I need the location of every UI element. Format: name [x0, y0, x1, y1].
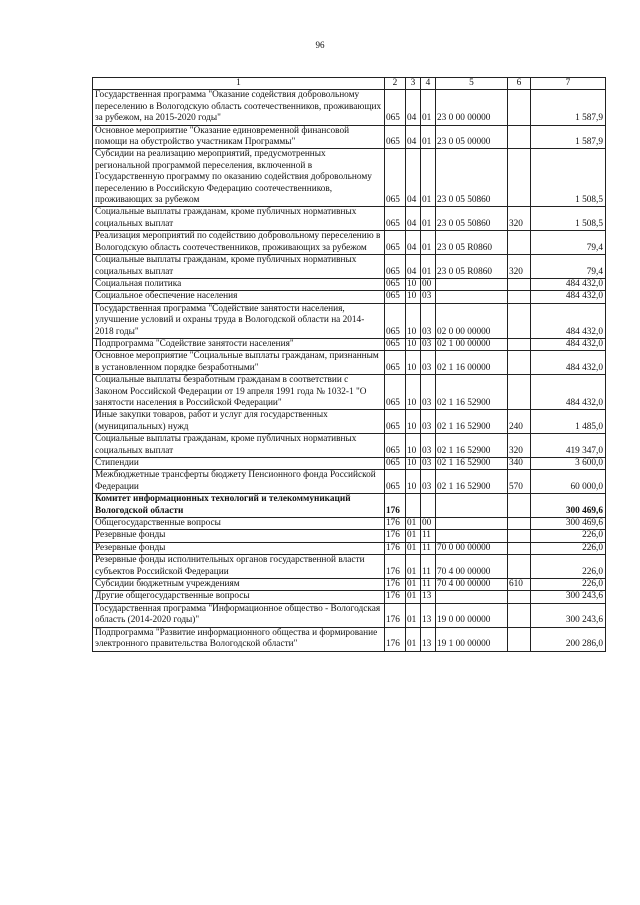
row-section-cell: 01: [406, 542, 421, 554]
row-expense-type-cell: [508, 542, 531, 554]
table-row: [93, 338, 606, 350]
row-target-article-cell: 02 1 16 52900: [436, 375, 508, 410]
row-name-cell: Социальные выплаты гражданам, кроме публичных нормативных социальных выплат: [93, 207, 385, 231]
row-section-cell: 04: [406, 231, 421, 255]
row-section-cell: 10: [406, 278, 421, 290]
row-subsection-cell: 01: [421, 90, 436, 125]
row-expense-type-cell: [508, 518, 531, 530]
row-subsection-cell: 11: [421, 542, 436, 554]
row-name-cell: Социальные выплаты безработным гражданам в соответствии с Законом Российской Федерации от 19 апреля 1991 года № 1032-1 "О занятости населения в Российской Федерации": [93, 375, 385, 410]
row-admin-code-cell: 065: [385, 231, 406, 255]
row-admin-code-cell: 176: [385, 591, 406, 603]
row-target-article-cell: [436, 518, 508, 530]
row-amount-cell: 60 000,0: [531, 470, 606, 494]
row-expense-type-cell: [508, 351, 531, 375]
table-row: [93, 518, 606, 530]
row-subsection-cell: [421, 494, 436, 518]
row-target-article-cell: 23 0 05 50860: [436, 149, 508, 207]
row-admin-code-cell: 065: [385, 458, 406, 470]
table-row: [93, 375, 606, 410]
row-section-cell: [406, 494, 421, 518]
row-section-cell: 01: [406, 591, 421, 603]
row-expense-type-cell: 320: [508, 434, 531, 458]
row-subsection-cell: 11: [421, 530, 436, 542]
row-admin-code-cell: 065: [385, 351, 406, 375]
table-row: [93, 603, 606, 627]
row-amount-cell: 484 432,0: [531, 278, 606, 290]
row-name-cell: Государственная программа "Информационное общество - Вологодская область (2014-2020 годы)": [93, 603, 385, 627]
row-admin-code-cell: 176: [385, 494, 406, 518]
row-section-cell: 01: [406, 555, 421, 579]
row-name-cell: Основное мероприятие "Социальные выплаты гражданам, признанным в установленном порядке безработными": [93, 351, 385, 375]
row-target-article-cell: 23 0 05 R0860: [436, 255, 508, 279]
row-target-article-cell: [436, 278, 508, 290]
table-row: [93, 470, 606, 494]
row-subsection-cell: 03: [421, 351, 436, 375]
table-row: [93, 149, 606, 207]
table-row: [93, 542, 606, 554]
row-subsection-cell: 13: [421, 603, 436, 627]
row-amount-cell: 484 432,0: [531, 351, 606, 375]
row-target-article-cell: 02 1 16 52900: [436, 470, 508, 494]
row-section-cell: 01: [406, 579, 421, 591]
row-admin-code-cell: 065: [385, 470, 406, 494]
row-expense-type-cell: [508, 149, 531, 207]
table-row: [93, 90, 606, 125]
row-admin-code-cell: 176: [385, 603, 406, 627]
row-admin-code-cell: 065: [385, 291, 406, 303]
row-subsection-cell: 03: [421, 458, 436, 470]
row-admin-code-cell: 065: [385, 125, 406, 149]
row-amount-cell: 79,4: [531, 231, 606, 255]
row-admin-code-cell: 065: [385, 303, 406, 338]
row-expense-type-cell: [508, 291, 531, 303]
row-subsection-cell: 01: [421, 207, 436, 231]
row-amount-cell: 226,0: [531, 555, 606, 579]
table-row: [93, 410, 606, 434]
row-name-cell: Социальные выплаты гражданам, кроме публичных нормативных социальных выплат: [93, 255, 385, 279]
row-amount-cell: 300 243,6: [531, 603, 606, 627]
row-target-article-cell: 23 0 05 00000: [436, 125, 508, 149]
row-subsection-cell: 00: [421, 518, 436, 530]
table-row: [93, 458, 606, 470]
row-amount-cell: 1 587,9: [531, 125, 606, 149]
row-section-cell: 04: [406, 207, 421, 231]
row-name-cell: Комитет информационных технологий и телекоммуникаций Вологодской области: [93, 494, 385, 518]
row-subsection-cell: 13: [421, 627, 436, 651]
header-cell: 2: [385, 78, 406, 90]
row-amount-cell: 1 508,5: [531, 207, 606, 231]
row-name-cell: Государственная программа "Содействие занятости населения, улучшение условий и охраны труда в Вологодской области на 2014-2018 годы": [93, 303, 385, 338]
row-target-article-cell: 02 1 00 00000: [436, 338, 508, 350]
row-admin-code-cell: 176: [385, 579, 406, 591]
table-row: [93, 278, 606, 290]
row-target-article-cell: 19 1 00 00000: [436, 627, 508, 651]
table-row: [93, 351, 606, 375]
row-subsection-cell: 03: [421, 410, 436, 434]
row-target-article-cell: [436, 591, 508, 603]
row-amount-cell: 419 347,0: [531, 434, 606, 458]
row-target-article-cell: 70 4 00 00000: [436, 579, 508, 591]
row-name-cell: Субсидии на реализацию мероприятий, предусмотренных региональной программой переселения, включенной в Государственную программу по оказанию содействия добровольному переселению в Российскую Федерацию соотечественников, проживающих за рубежом: [93, 149, 385, 207]
row-admin-code-cell: 176: [385, 518, 406, 530]
row-amount-cell: 484 432,0: [531, 338, 606, 350]
row-admin-code-cell: 065: [385, 207, 406, 231]
row-section-cell: 04: [406, 125, 421, 149]
row-admin-code-cell: 176: [385, 530, 406, 542]
table-row: [93, 231, 606, 255]
row-section-cell: 01: [406, 530, 421, 542]
row-admin-code-cell: 065: [385, 149, 406, 207]
table-row: [93, 591, 606, 603]
table-row: [93, 255, 606, 279]
row-amount-cell: 300 243,6: [531, 591, 606, 603]
header-cell: 6: [508, 78, 531, 90]
row-target-article-cell: 02 1 16 52900: [436, 458, 508, 470]
row-expense-type-cell: [508, 338, 531, 350]
row-admin-code-cell: 176: [385, 542, 406, 554]
row-expense-type-cell: 570: [508, 470, 531, 494]
table-row: [93, 291, 606, 303]
table-row: [93, 125, 606, 149]
row-name-cell: Резервные фонды: [93, 530, 385, 542]
row-name-cell: Основное мероприятие "Оказание единовременной финансовой помощи на обустройство участникам Программы": [93, 125, 385, 149]
row-expense-type-cell: [508, 90, 531, 125]
row-expense-type-cell: [508, 627, 531, 651]
row-target-article-cell: [436, 530, 508, 542]
table-header-row: [93, 78, 606, 90]
row-section-cell: 10: [406, 375, 421, 410]
row-section-cell: 01: [406, 627, 421, 651]
row-amount-cell: 1 587,9: [531, 90, 606, 125]
row-subsection-cell: 00: [421, 278, 436, 290]
header-cell: 4: [421, 78, 436, 90]
row-target-article-cell: 02 1 16 52900: [436, 410, 508, 434]
row-expense-type-cell: [508, 375, 531, 410]
row-section-cell: 10: [406, 351, 421, 375]
table-row: [93, 555, 606, 579]
row-name-cell: Социальные выплаты гражданам, кроме публичных нормативных социальных выплат: [93, 434, 385, 458]
row-target-article-cell: 23 0 05 R0860: [436, 231, 508, 255]
row-subsection-cell: 11: [421, 579, 436, 591]
row-amount-cell: 484 432,0: [531, 303, 606, 338]
table-row: [93, 207, 606, 231]
row-admin-code-cell: 065: [385, 255, 406, 279]
row-name-cell: Общегосударственные вопросы: [93, 518, 385, 530]
row-name-cell: Субсидии бюджетным учреждениям: [93, 579, 385, 591]
row-name-cell: Резервные фонды: [93, 542, 385, 554]
row-admin-code-cell: 065: [385, 278, 406, 290]
row-target-article-cell: 02 1 16 52900: [436, 434, 508, 458]
row-amount-cell: 1 485,0: [531, 410, 606, 434]
row-subsection-cell: 01: [421, 149, 436, 207]
row-amount-cell: 300 469,6: [531, 494, 606, 518]
header-cell: 3: [406, 78, 421, 90]
row-expense-type-cell: [508, 555, 531, 579]
row-subsection-cell: 03: [421, 338, 436, 350]
row-expense-type-cell: 610: [508, 579, 531, 591]
row-subsection-cell: 01: [421, 255, 436, 279]
row-name-cell: Реализация мероприятий по содействию добровольному переселению в Вологодскую область соотечественников, проживающих за рубежом: [93, 231, 385, 255]
row-subsection-cell: 03: [421, 434, 436, 458]
row-subsection-cell: 03: [421, 291, 436, 303]
row-name-cell: Подпрограмма "Развитие информационного общества и формирование электронного правительства Вологодской области": [93, 627, 385, 651]
table-row: [93, 579, 606, 591]
row-name-cell: Государственная программа "Оказание содействия добровольному переселению в Вологодскую область соотечественников, проживающих за рубежом, на 2015-2020 годы": [93, 90, 385, 125]
row-target-article-cell: 19 0 00 00000: [436, 603, 508, 627]
row-subsection-cell: 01: [421, 231, 436, 255]
row-section-cell: 04: [406, 90, 421, 125]
row-admin-code-cell: 065: [385, 90, 406, 125]
table-row: [93, 530, 606, 542]
row-target-article-cell: [436, 291, 508, 303]
row-target-article-cell: [436, 494, 508, 518]
row-section-cell: 01: [406, 603, 421, 627]
row-section-cell: 10: [406, 303, 421, 338]
row-section-cell: 04: [406, 149, 421, 207]
row-subsection-cell: 03: [421, 470, 436, 494]
header-cell: 5: [436, 78, 508, 90]
row-amount-cell: 79,4: [531, 255, 606, 279]
table-row: [93, 434, 606, 458]
row-section-cell: 10: [406, 291, 421, 303]
row-amount-cell: 484 432,0: [531, 291, 606, 303]
row-expense-type-cell: [508, 591, 531, 603]
row-admin-code-cell: 065: [385, 375, 406, 410]
row-expense-type-cell: 340: [508, 458, 531, 470]
row-name-cell: Иные закупки товаров, работ и услуг для государственных (муниципальных) нужд: [93, 410, 385, 434]
row-expense-type-cell: 320: [508, 255, 531, 279]
row-expense-type-cell: [508, 603, 531, 627]
header-cell: 7: [531, 78, 606, 90]
row-amount-cell: 3 600,0: [531, 458, 606, 470]
row-amount-cell: 226,0: [531, 579, 606, 591]
row-name-cell: Социальная политика: [93, 278, 385, 290]
row-amount-cell: 1 508,5: [531, 149, 606, 207]
row-target-article-cell: 23 0 05 50860: [436, 207, 508, 231]
row-section-cell: 10: [406, 410, 421, 434]
row-subsection-cell: 11: [421, 555, 436, 579]
row-admin-code-cell: 176: [385, 627, 406, 651]
table-row: [93, 627, 606, 651]
row-section-cell: 10: [406, 458, 421, 470]
header-cell: 1: [93, 78, 385, 90]
row-name-cell: Социальное обеспечение населения: [93, 291, 385, 303]
row-admin-code-cell: 176: [385, 555, 406, 579]
table-row: [93, 303, 606, 338]
row-name-cell: Резервные фонды исполнительных органов государственной власти субъектов Российской Федерации: [93, 555, 385, 579]
row-name-cell: Подпрограмма "Содействие занятости населения": [93, 338, 385, 350]
table-row: [93, 494, 606, 518]
row-amount-cell: 226,0: [531, 542, 606, 554]
row-name-cell: Другие общегосударственные вопросы: [93, 591, 385, 603]
row-admin-code-cell: 065: [385, 434, 406, 458]
row-subsection-cell: 13: [421, 591, 436, 603]
row-expense-type-cell: 240: [508, 410, 531, 434]
row-section-cell: 01: [406, 518, 421, 530]
row-section-cell: 04: [406, 255, 421, 279]
budget-table: [92, 77, 606, 652]
row-expense-type-cell: [508, 303, 531, 338]
row-expense-type-cell: [508, 278, 531, 290]
row-admin-code-cell: 065: [385, 338, 406, 350]
row-amount-cell: 484 432,0: [531, 375, 606, 410]
row-subsection-cell: 01: [421, 125, 436, 149]
row-name-cell: Стипендии: [93, 458, 385, 470]
row-subsection-cell: 03: [421, 375, 436, 410]
row-amount-cell: 226,0: [531, 530, 606, 542]
row-amount-cell: 200 286,0: [531, 627, 606, 651]
row-target-article-cell: 02 0 00 00000: [436, 303, 508, 338]
row-section-cell: 10: [406, 434, 421, 458]
row-expense-type-cell: 320: [508, 207, 531, 231]
row-expense-type-cell: [508, 494, 531, 518]
row-subsection-cell: 03: [421, 303, 436, 338]
row-expense-type-cell: [508, 530, 531, 542]
row-amount-cell: 300 469,6: [531, 518, 606, 530]
row-expense-type-cell: [508, 125, 531, 149]
row-section-cell: 10: [406, 470, 421, 494]
row-expense-type-cell: [508, 231, 531, 255]
row-target-article-cell: 70 4 00 00000: [436, 555, 508, 579]
row-target-article-cell: 70 0 00 00000: [436, 542, 508, 554]
page-number: 96: [315, 40, 325, 50]
row-admin-code-cell: 065: [385, 410, 406, 434]
row-target-article-cell: 02 1 16 00000: [436, 351, 508, 375]
row-target-article-cell: 23 0 00 00000: [436, 90, 508, 125]
row-section-cell: 10: [406, 338, 421, 350]
row-name-cell: Межбюджетные трансферты бюджету Пенсионного фонда Российской Федерации: [93, 470, 385, 494]
